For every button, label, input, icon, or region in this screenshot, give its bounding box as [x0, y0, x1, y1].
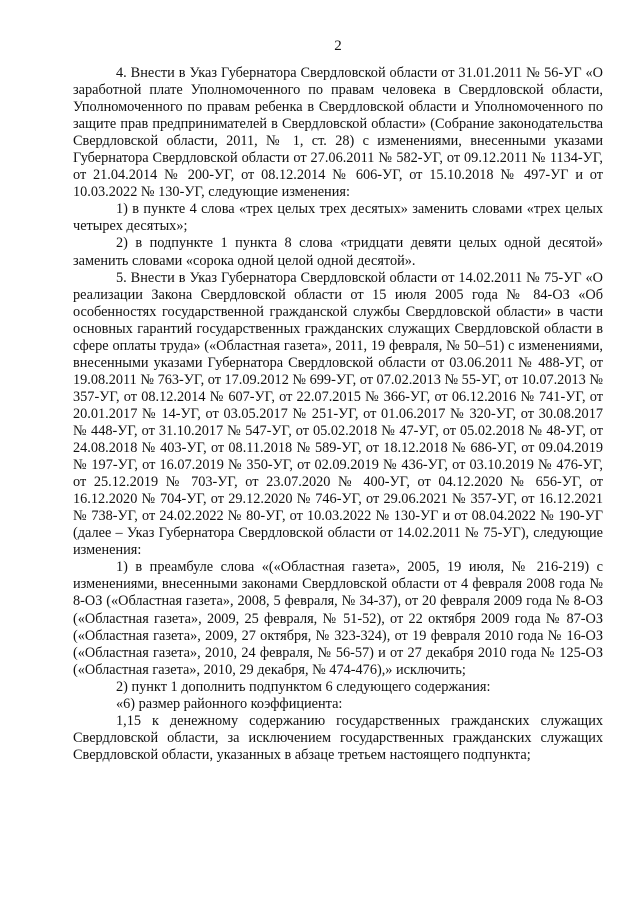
paragraph-subitem-4-2: 2) в подпункте 1 пункта 8 слова «тридцати девяти целых одной десятой» заменить словами «сорока одной целой одной десятой».	[73, 235, 603, 269]
document-body	[73, 65, 603, 764]
paragraph-subitem-5-1: 1) в преамбуле слова «(«Областная газета», 2005, 19 июля, № 216-219) с изменениями, внесенными законами Свердловской области от 4 февраля 2008 года № 8-ОЗ («Областная газета», 2008, 5 февраля, № 34-37), от 20 февраля 2009 года № 8-ОЗ («Областная газета», 2009, 25 февраля, № 51-52), от 22 октября 2009 года № 87-ОЗ («Областная газета», 2009, 27 октября, № 323-324), от 19 февраля 2010 года № 16-ОЗ («Областная газета», 2010, 24 февраля, № 56-57) и от 27 декабря 2010 года № 125-ОЗ («Областная газета», 2010, 29 декабря, № 474-476),» исключить;	[73, 559, 603, 678]
paragraph-coefficient: 1,15 к денежному содержанию государственных гражданских служащих Свердловской области, за исключением государственных гражданских служащих Свердловской области, указанных в абзаце третьем настоящего подпункта;	[73, 712, 603, 763]
paragraph-quote-subitem-6: «6) размер районного коэффициента:	[116, 695, 343, 712]
paragraph-item-5: 5. Внести в Указ Губернатора Свердловской области от 14.02.2011 № 75-УГ «О реализации Закона Свердловской области от 15 июля 2005 года № 84-ОЗ «Об особенностях государственной гражданской службы Свердловской области» в части основных гарантий государственных гражданских служащих Свердловской области в сфере оплаты труда» («Областная газета», 2011, 19 февраля, № 50–51) с изменениями, внесенными указами Губернатора Свердловской области от 03.06.2011 № 488-УГ, от 19.08.2011 № 763-УГ, от 17.09.2012 № 699-УГ, от 07.02.2013 № 55-УГ, от 10.07.2013 № 357-УГ, от 08.12.2014 № 607-УГ, от 22.07.2015 № 366-УГ, от 06.12.2016 № 741-УГ, от 20.01.2017 № 14-УГ, от 03.05.2017 № 251-УГ, от 01.06.2017 № 320-УГ, от 30.08.2017 № 448-УГ, от 31.10.2017 № 547-УГ, от 05.02.2018 № 47-УГ, от 05.02.2018 № 48-УГ, от 24.08.2018 № 403-УГ, от 08.11.2018 № 589-УГ, от 18.12.2018 № 686-УГ, от 09.04.2019 № 197-УГ, от 16.07.2019 № 350-УГ, от 02.09.2019 № 436-УГ, от 03.10.2019 № 476-УГ, от 25.12.2019 № 703-УГ, от 23.07.2020 № 400-УГ, от 04.12.2020 № 656-УГ, от 16.12.2020 № 704-УГ, от 29.12.2020 № 746-УГ, от 29.06.2021 № 357-УГ, от 16.12.2021 № 738-УГ, от 24.02.2022 № 80-УГ, от 10.03.2022 № 130-УГ и от 08.04.2022 № 190-УГ (далее – Указ Губернатора Свердловской области от 14.02.2011 № 75-УГ), следующие изменения:	[73, 269, 603, 559]
page-number: 2	[334, 38, 342, 54]
paragraph-subitem-4-1: 1) в пункте 4 слова «трех целых трех десятых» заменить словами «трех целых четырех десятых»;	[73, 201, 603, 235]
paragraph-subitem-5-2: 2) пункт 1 дополнить подпунктом 6 следующего содержания:	[116, 678, 491, 695]
paragraph-item-4: 4. Внести в Указ Губернатора Свердловской области от 31.01.2011 № 56-УГ «О заработной плате Уполномоченного по правам человека в Свердловской области, Уполномоченного по правам ребенка в Свердловской области и Уполномоченного по защите прав предпринимателей в Свердловской области» (Собрание законодательства Свердловской области, 2011, № 1, ст. 28) с изменениями, внесенными указами Губернатора Свердловской области от 27.06.2011 № 582-УГ, от 09.12.2011 № 1134-УГ, от 21.04.2014 № 200-УГ, от 08.12.2014 № 606-УГ, от 15.10.2018 № 497-УГ и от 10.03.2022 № 130-УГ, следующие изменения:	[73, 65, 603, 201]
